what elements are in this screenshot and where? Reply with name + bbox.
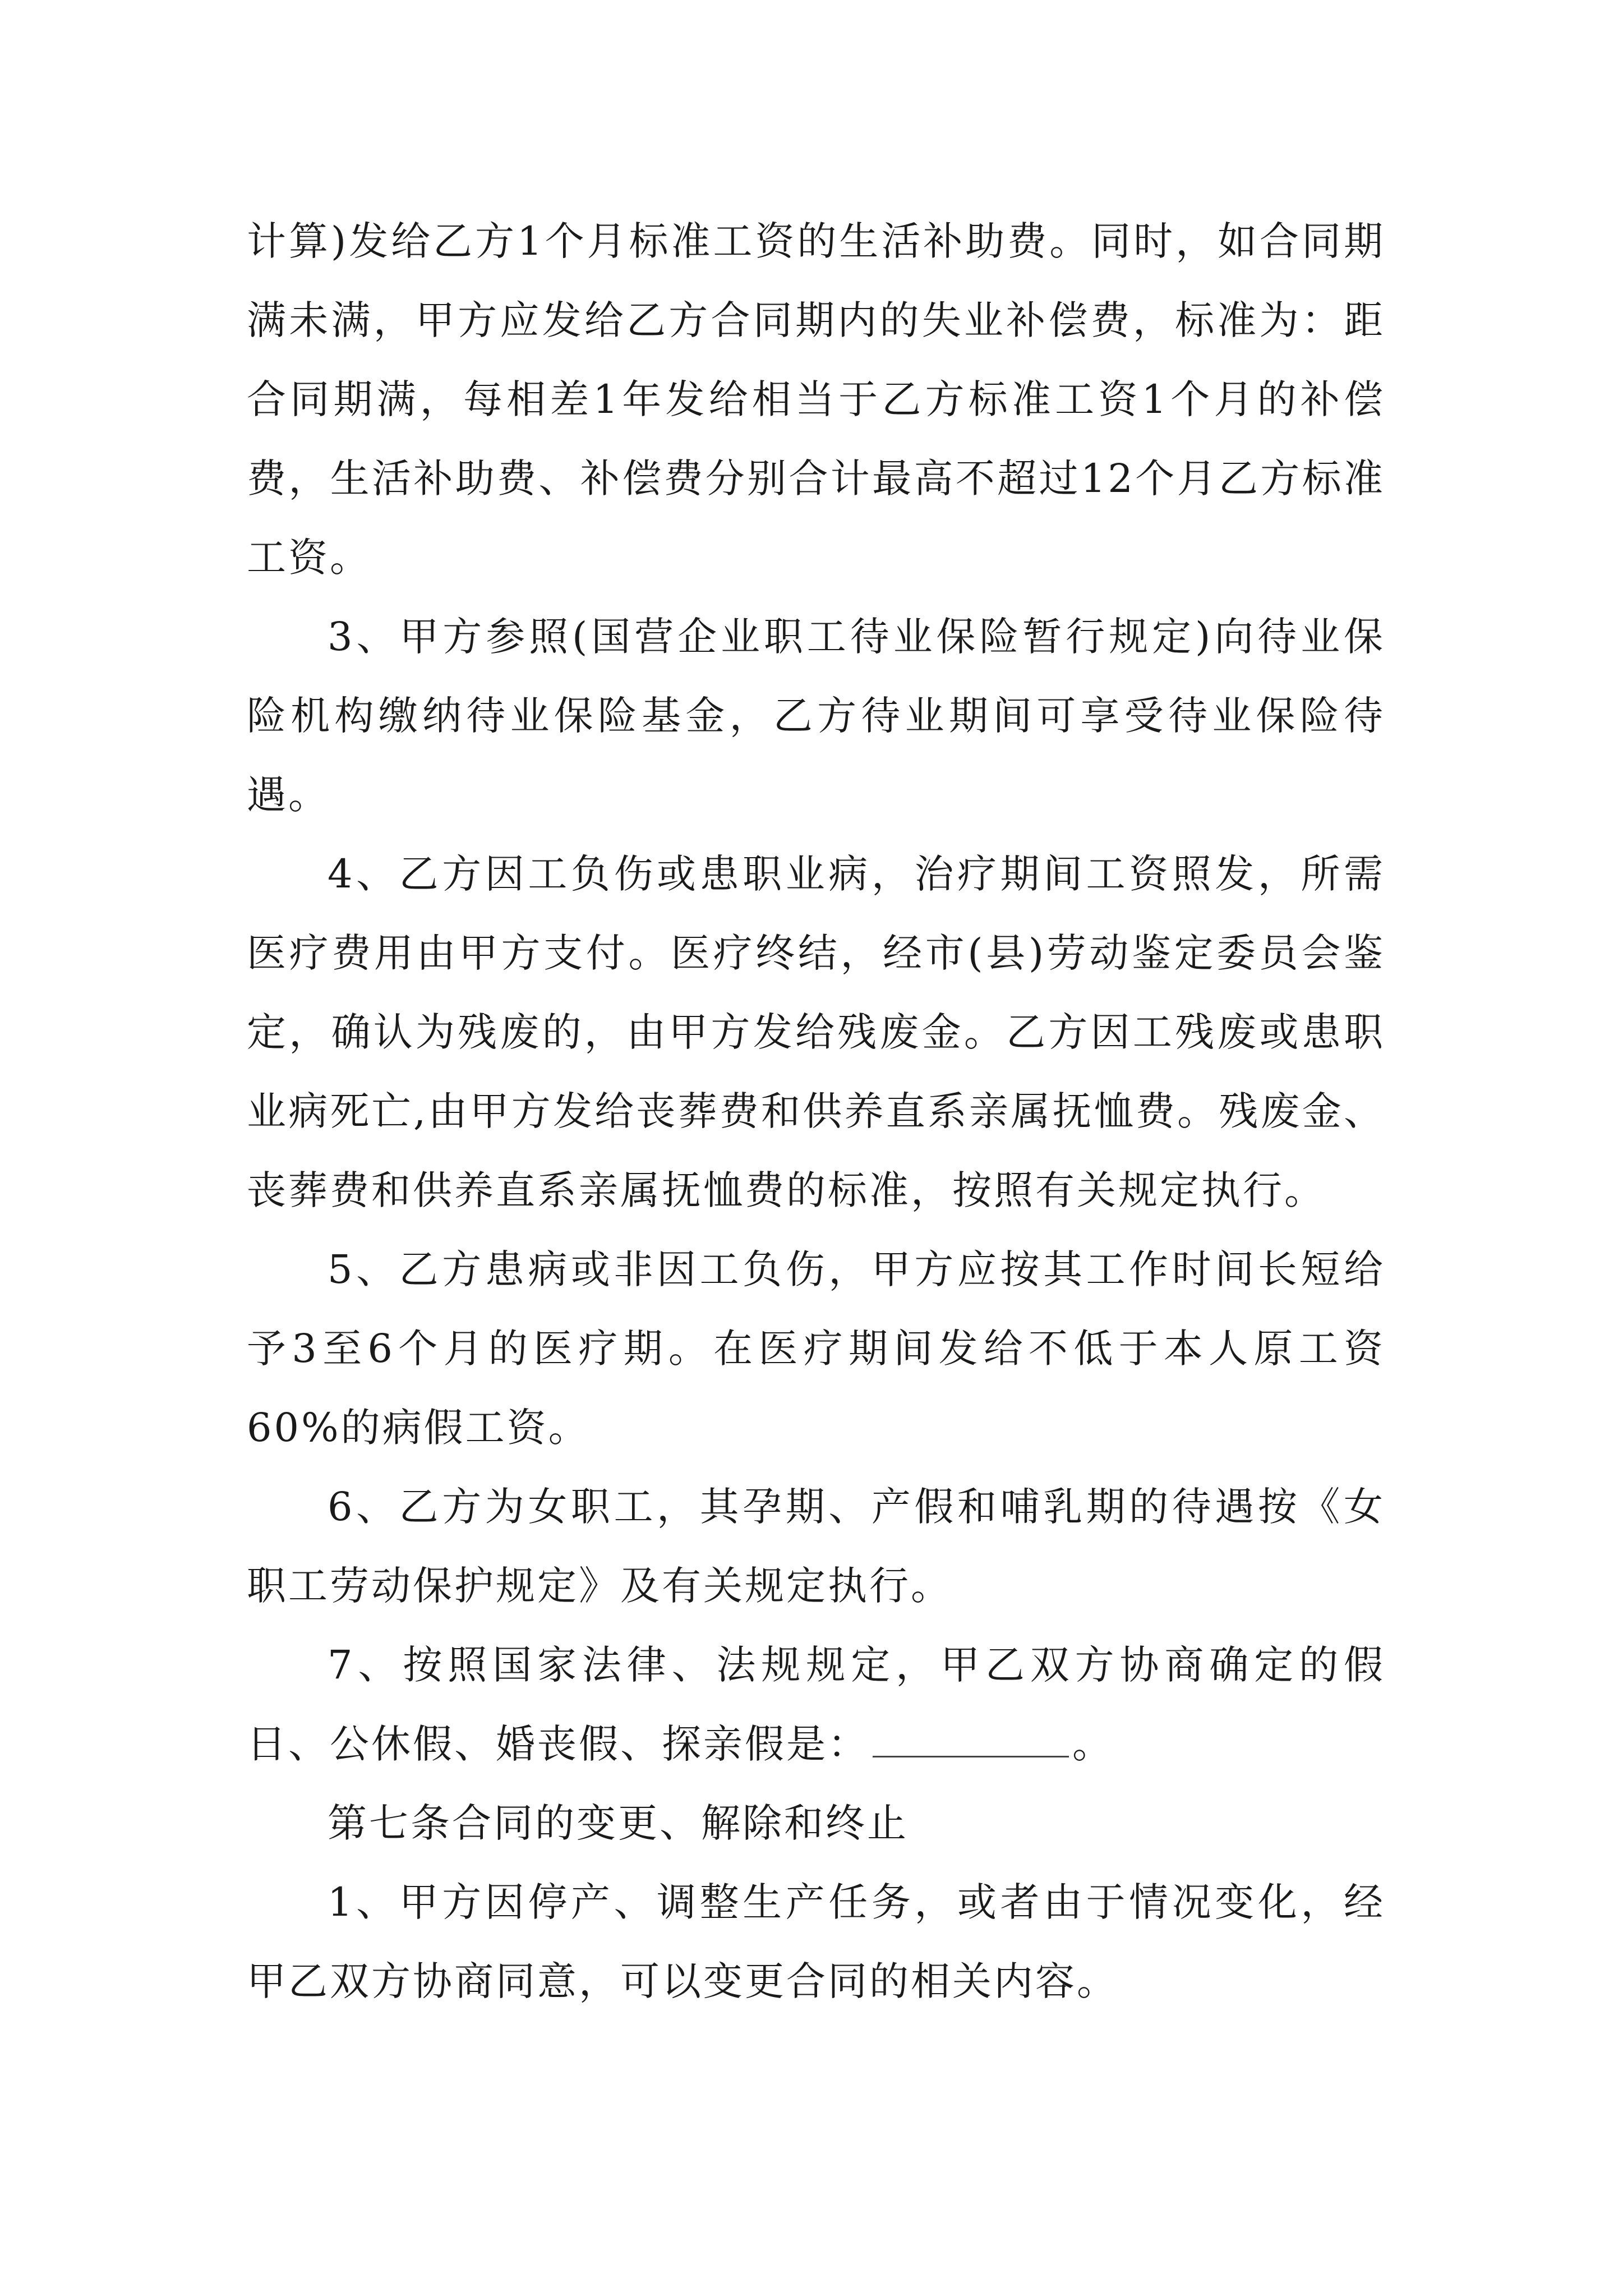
document-body bbox=[247, 202, 1385, 2021]
paragraph-subsidy-compensation: 计算)发给乙方1个月标准工资的生活补助费。同时，如合同期满未满，甲方应发给乙方合同期内的失业补偿费，标准为：距合同期满，每相差1年发给相当于乙方标准工资1个月的补偿费，生活补助费、补偿费分别合计最高不超过12个月乙方标准工资。 bbox=[247, 218, 1385, 581]
paragraph-item-4-work-injury: 4、乙方因工负伤或患职业病，治疗期间工资照发，所需医疗费用由甲方支付。医疗终结，经市(县)劳动鉴定委员会鉴定，确认为残废的，由甲方发给残废金。乙方因工残废或患职业病死亡,由甲方发给丧葬费和供养直系亲属抚恤费。残废金、丧葬费和供养直系亲属抚恤费的标准，按照有关规定执行。 bbox=[247, 851, 1385, 1213]
paragraph-item-6-female-workers: 6、乙方为女职工，其孕期、产假和哺乳期的待遇按《女职工劳动保护规定》及有关规定执行。 bbox=[247, 1484, 1385, 1609]
paragraph-article-7-item-1: 1、甲方因停产、调整生产任务，或者由于情况变化，经甲乙双方协商同意，可以变更合同的相关内容。 bbox=[247, 1879, 1385, 2004]
holidays-blank-field[interactable] bbox=[873, 1717, 1069, 1757]
paragraph-item-5-sick-leave: 5、乙方患病或非因工负伤，甲方应按其工作时间长短给予3至6个月的医疗期。在医疗期间发给不低于本人原工资60%的病假工资。 bbox=[247, 1246, 1385, 1451]
article-7-heading: 第七条合同的变更、解除和终止 bbox=[328, 1800, 909, 1846]
holidays-text: 7、按照国家法律、法规规定，甲乙双方协商确定的假日、公休假、婚丧假、探亲假是： bbox=[247, 1642, 1385, 1767]
holidays-text-end: 。 bbox=[1072, 1721, 1114, 1767]
paragraph-item-7-holidays bbox=[247, 1626, 1385, 1784]
paragraph-item-3-unemployment-insurance: 3、甲方参照(国营企业职工待业保险暂行规定)向待业保险机构缴纳待业保险基金，乙方待业期间可享受待业保险待遇。 bbox=[247, 614, 1385, 818]
